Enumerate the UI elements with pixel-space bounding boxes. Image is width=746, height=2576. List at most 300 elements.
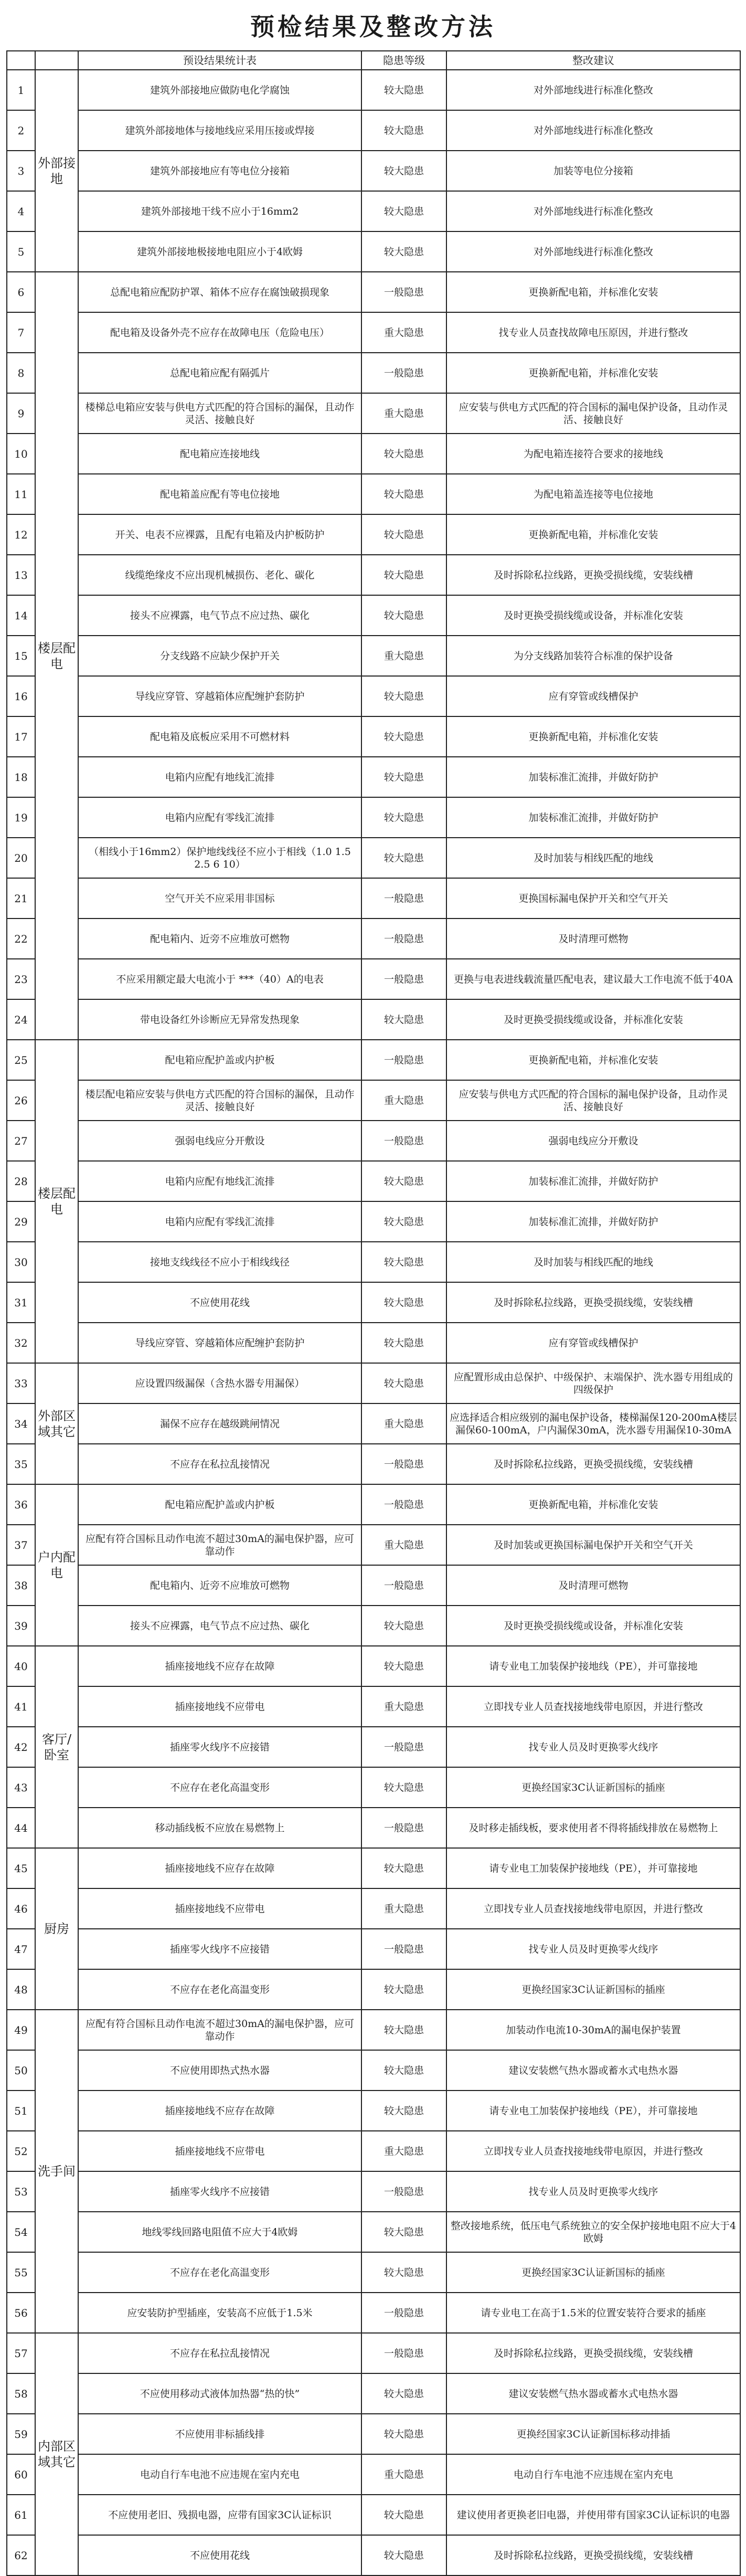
inspection-item: 导线应穿管、穿越箱体应配缠护套防护 [78, 1323, 361, 1363]
fix-suggestion: 及时加装与相线匹配的地线 [446, 1242, 740, 1282]
row-number: 15 [7, 636, 35, 676]
row-number: 10 [7, 434, 35, 474]
row-number: 35 [7, 1444, 35, 1484]
row-number: 20 [7, 838, 35, 878]
fix-suggestion: 更换与电表进线载流量匹配电表，建议最大工作电流不低于40A [446, 959, 740, 999]
inspection-item: 接头不应裸露，电气节点不应过热、碳化 [78, 1606, 361, 1646]
hazard-level: 重大隐患 [361, 2131, 446, 2171]
inspection-item: 插座接地线不应带电 [78, 1888, 361, 1929]
row-number: 36 [7, 1484, 35, 1525]
row-number: 8 [7, 353, 35, 393]
table-body [7, 51, 740, 2575]
inspection-item: 插座零火线序不应接错 [78, 1727, 361, 1767]
fix-suggestion: 应安装与供电方式匹配的符合国标的漏电保护设备，且动作灵活、接触良好 [446, 1080, 740, 1121]
inspection-item: 电箱内应配有地线汇流排 [78, 1161, 361, 1201]
area-cell: 外部区域其它 [35, 1363, 78, 1484]
row-number: 25 [7, 1040, 35, 1080]
fix-suggestion: 更换经国家3C认证新国标的插座 [446, 2252, 740, 2293]
row-number: 53 [7, 2171, 35, 2212]
row-number: 46 [7, 1888, 35, 1929]
inspection-item: 应设置四级漏保（含热水器专用漏保） [78, 1363, 361, 1403]
hazard-level: 较大隐患 [361, 2010, 446, 2050]
table-row [7, 231, 740, 272]
fix-suggestion: 请专业电工加装保护接地线（PE），并可靠接地 [446, 1848, 740, 1888]
fix-suggestion: 加装标准汇流排，并做好防护 [446, 757, 740, 797]
inspection-item: 不应存在老化高温变形 [78, 2252, 361, 2293]
fix-suggestion: 及时拆除私拉线路，更换受损线缆，安装线槽 [446, 2333, 740, 2373]
row-number: 16 [7, 676, 35, 716]
table-row [7, 1848, 740, 1888]
inspection-item: 应安装防护型插座，安装高不应低于1.5米 [78, 2293, 361, 2333]
row-number: 14 [7, 595, 35, 636]
hazard-level: 一般隐患 [361, 1484, 446, 1525]
table-row [7, 1201, 740, 1242]
table-row [7, 151, 740, 191]
fix-suggestion: 对外部地线进行标准化整改 [446, 231, 740, 272]
row-number: 19 [7, 797, 35, 838]
inspection-item: 插座零火线序不应接错 [78, 1929, 361, 1969]
fix-suggestion: 建议安装燃气热水器或蓄水式电热水器 [446, 2373, 740, 2414]
area-cell: 洗手间 [35, 2010, 78, 2333]
row-number: 55 [7, 2252, 35, 2293]
table-row [7, 878, 740, 919]
table-row [7, 2414, 740, 2454]
inspection-item: 插座零火线序不应接错 [78, 2171, 361, 2212]
hazard-level: 较大隐患 [361, 2091, 446, 2131]
fix-suggestion: 找专业人员及时更换零火线序 [446, 1727, 740, 1767]
table-row [7, 838, 740, 878]
fix-suggestion: 及时加装与相线匹配的地线 [446, 838, 740, 878]
table-row [7, 272, 740, 312]
hazard-level: 较大隐患 [361, 757, 446, 797]
fix-suggestion: 应有穿管或线槽保护 [446, 676, 740, 716]
hazard-level: 较大隐患 [361, 1201, 446, 1242]
hazard-level: 重大隐患 [361, 636, 446, 676]
table-row [7, 1525, 740, 1565]
inspection-item: 总配电箱应配防护罩、箱体不应存在腐蚀破损现象 [78, 272, 361, 312]
row-number: 48 [7, 1969, 35, 2010]
row-number: 22 [7, 919, 35, 959]
inspection-item: 插座接地线不应存在故障 [78, 1848, 361, 1888]
row-number: 5 [7, 231, 35, 272]
fix-suggestion: 及时移走插线板，要求使用者不得将插线排放在易燃物上 [446, 1808, 740, 1848]
inspection-item: 插座接地线不应带电 [78, 1686, 361, 1727]
row-number: 57 [7, 2333, 35, 2373]
fix-suggestion: 更换新配电箱，并标准化安装 [446, 1040, 740, 1080]
inspection-item: 配电箱盖应配有等电位接地 [78, 474, 361, 514]
row-number: 39 [7, 1606, 35, 1646]
inspection-item: 不应使用花线 [78, 1282, 361, 1323]
inspection-item: 配电箱内、近旁不应堆放可燃物 [78, 919, 361, 959]
fix-suggestion: 电动自行车电池不应违规在室内充电 [446, 2454, 740, 2495]
hazard-level: 一般隐患 [361, 2293, 446, 2333]
hazard-level: 较大隐患 [361, 2373, 446, 2414]
table-row [7, 2091, 740, 2131]
hazard-level: 较大隐患 [361, 231, 446, 272]
fix-suggestion: 请专业电工在高于1.5米的位置安装符合要求的插座 [446, 2293, 740, 2333]
table-row [7, 191, 740, 231]
fix-suggestion: 及时清理可燃物 [446, 1565, 740, 1606]
header-level: 隐患等级 [361, 51, 446, 70]
fix-suggestion: 应选择适合相应级别的漏电保护设备，楼梯漏保120-200mA楼层漏保60-100mA，户内漏保30mA，洗水器专用漏保10-30mA [446, 1403, 740, 1444]
fix-suggestion: 及时更换受损线缆或设备，并标准化安装 [446, 999, 740, 1040]
hazard-level: 较大隐患 [361, 2050, 446, 2091]
inspection-item: 不应存在老化高温变形 [78, 1969, 361, 2010]
hazard-level: 一般隐患 [361, 1565, 446, 1606]
fix-suggestion: 对外部地线进行标准化整改 [446, 70, 740, 110]
hazard-level: 较大隐患 [361, 1161, 446, 1201]
inspection-item: 电箱内应配有地线汇流排 [78, 757, 361, 797]
table-row [7, 1484, 740, 1525]
hazard-level: 重大隐患 [361, 1403, 446, 1444]
hazard-level: 较大隐患 [361, 797, 446, 838]
table-row [7, 1323, 740, 1363]
table-row [7, 999, 740, 1040]
row-number: 49 [7, 2010, 35, 2050]
row-number: 2 [7, 110, 35, 151]
row-number: 37 [7, 1525, 35, 1565]
inspection-item: 分支线路不应缺少保护开关 [78, 636, 361, 676]
row-number: 11 [7, 474, 35, 514]
row-number: 54 [7, 2212, 35, 2252]
hazard-level: 一般隐患 [361, 1808, 446, 1848]
hazard-level: 一般隐患 [361, 1929, 446, 1969]
inspection-item: 线缆绝缘皮不应出现机械损伤、老化、碳化 [78, 555, 361, 595]
fix-suggestion: 应安装与供电方式匹配的符合国标的漏电保护设备，且动作灵活、接触良好 [446, 393, 740, 434]
table-row [7, 2131, 740, 2171]
table-row [7, 2293, 740, 2333]
table-row [7, 797, 740, 838]
inspection-item: 接地支线线径不应小于相线线径 [78, 1242, 361, 1282]
row-number: 23 [7, 959, 35, 999]
inspection-item: 不应使用老旧、残损电器，应带有国家3C认证标识 [78, 2495, 361, 2535]
fix-suggestion: 更换新配电箱，并标准化安装 [446, 1484, 740, 1525]
table-row [7, 2050, 740, 2091]
row-number: 24 [7, 999, 35, 1040]
header-no [7, 51, 35, 70]
inspection-item: 接头不应裸露，电气节点不应过热、碳化 [78, 595, 361, 636]
area-cell: 内部区域其它 [35, 2333, 78, 2575]
hazard-level: 一般隐患 [361, 1121, 446, 1161]
fix-suggestion: 及时拆除私拉线路，更换受损线缆，安装线槽 [446, 1282, 740, 1323]
hazard-level: 较大隐患 [361, 1606, 446, 1646]
inspection-item: 插座接地线不应存在故障 [78, 1646, 361, 1686]
fix-suggestion: 及时更换受损线缆或设备，并标准化安装 [446, 595, 740, 636]
table-row [7, 1929, 740, 1969]
hazard-level: 较大隐患 [361, 110, 446, 151]
fix-suggestion: 更换国标漏电保护开关和空气开关 [446, 878, 740, 919]
header-fix: 整改建议 [446, 51, 740, 70]
fix-suggestion: 找专业人员及时更换零火线序 [446, 2171, 740, 2212]
row-number: 44 [7, 1808, 35, 1848]
hazard-level: 较大隐患 [361, 838, 446, 878]
inspection-item: 总配电箱应配有隔弧片 [78, 353, 361, 393]
hazard-level: 较大隐患 [361, 999, 446, 1040]
fix-suggestion: 为配电箱连接符合要求的接地线 [446, 434, 740, 474]
hazard-level: 较大隐患 [361, 595, 446, 636]
row-number: 31 [7, 1282, 35, 1323]
fix-suggestion: 及时加装或更换国标漏电保护开关和空气开关 [446, 1525, 740, 1565]
inspection-item: 应配有符合国标且动作电流不超过30mA的漏电保护器，应可靠动作 [78, 2010, 361, 2050]
area-cell: 楼层配电 [35, 1040, 78, 1363]
table-row [7, 474, 740, 514]
row-number: 13 [7, 555, 35, 595]
table-row [7, 1242, 740, 1282]
table-row [7, 919, 740, 959]
hazard-level: 重大隐患 [361, 312, 446, 353]
inspection-item: 不应使用即热式热水器 [78, 2050, 361, 2091]
table-row [7, 2454, 740, 2495]
inspection-item: 不应存在私拉乱接情况 [78, 2333, 361, 2373]
page-title: 预检结果及整改方法 [250, 13, 496, 41]
row-number: 30 [7, 1242, 35, 1282]
fix-suggestion: 对外部地线进行标准化整改 [446, 110, 740, 151]
fix-suggestion: 更换新配电箱，并标准化安装 [446, 716, 740, 757]
area-cell: 户内配电 [35, 1484, 78, 1646]
fix-suggestion: 请专业电工加装保护接地线（PE），并可靠接地 [446, 1646, 740, 1686]
row-number: 60 [7, 2454, 35, 2495]
table-row [7, 2495, 740, 2535]
hazard-level: 较大隐患 [361, 1646, 446, 1686]
row-number: 21 [7, 878, 35, 919]
hazard-level: 较大隐患 [361, 1767, 446, 1808]
hazard-level: 较大隐患 [361, 555, 446, 595]
row-number: 38 [7, 1565, 35, 1606]
table-row [7, 1808, 740, 1848]
row-number: 26 [7, 1080, 35, 1121]
hazard-level: 较大隐患 [361, 2212, 446, 2252]
row-number: 41 [7, 1686, 35, 1727]
hazard-level: 一般隐患 [361, 1040, 446, 1080]
hazard-level: 较大隐患 [361, 2535, 446, 2575]
fix-suggestion: 更换新配电箱，并标准化安装 [446, 353, 740, 393]
table-header-row [7, 51, 740, 70]
fix-suggestion: 加装等电位分接箱 [446, 151, 740, 191]
fix-suggestion: 加装动作电流10-30mA的漏电保护装置 [446, 2010, 740, 2050]
row-number: 18 [7, 757, 35, 797]
hazard-level: 一般隐患 [361, 919, 446, 959]
inspection-item: 移动插线板不应放在易燃物上 [78, 1808, 361, 1848]
table-row [7, 1767, 740, 1808]
row-number: 3 [7, 151, 35, 191]
table-row [7, 1121, 740, 1161]
hazard-level: 较大隐患 [361, 151, 446, 191]
inspection-item: 配电箱及底板应采用不可燃材料 [78, 716, 361, 757]
hazard-level: 较大隐患 [361, 1282, 446, 1323]
inspection-item: 电动自行车电池不应违规在室内充电 [78, 2454, 361, 2495]
table-row [7, 676, 740, 716]
fix-suggestion: 及时更换受损线缆或设备，并标准化安装 [446, 1606, 740, 1646]
hazard-level: 较大隐患 [361, 191, 446, 231]
table-row [7, 393, 740, 434]
row-number: 27 [7, 1121, 35, 1161]
inspection-item: 建筑外部接地干线不应小于16mm2 [78, 191, 361, 231]
fix-suggestion: 找专业人员查找故障电压原因，并进行整改 [446, 312, 740, 353]
hazard-level: 较大隐患 [361, 676, 446, 716]
hazard-level: 重大隐患 [361, 2454, 446, 2495]
inspection-item: 不应使用移动式液体加热器“热的快” [78, 2373, 361, 2414]
fix-suggestion: 整改接地系统，低压电气系统独立的安全保护接地电阻不应大于4欧姆 [446, 2212, 740, 2252]
inspection-item: 不应使用花线 [78, 2535, 361, 2575]
table-row [7, 757, 740, 797]
fix-suggestion: 立即找专业人员查找接地线带电原因，并进行整改 [446, 1686, 740, 1727]
table-row [7, 1646, 740, 1686]
hazard-level: 重大隐患 [361, 1080, 446, 1121]
inspection-item: 地线零线回路电阻值不应大于4欧姆 [78, 2212, 361, 2252]
hazard-level: 较大隐患 [361, 2414, 446, 2454]
inspection-item: 不应采用额定最大电流小于 ***（40）A的电表 [78, 959, 361, 999]
hazard-level: 较大隐患 [361, 70, 446, 110]
inspection-item: 楼梯总电箱应安装与供电方式匹配的符合国标的漏保，且动作灵活、接触良好 [78, 393, 361, 434]
inspection-item: 建筑外部接地极接地电阻应小于4欧姆 [78, 231, 361, 272]
fix-suggestion: 应配置形成由总保护、中级保护、末端保护、洗水器专用组成的四级保护 [446, 1363, 740, 1403]
inspection-item: 不应存在老化高温变形 [78, 1767, 361, 1808]
row-number: 7 [7, 312, 35, 353]
hazard-level: 较大隐患 [361, 1323, 446, 1363]
fix-suggestion: 立即找专业人员查找接地线带电原因，并进行整改 [446, 1888, 740, 1929]
table-row [7, 312, 740, 353]
hazard-level: 一般隐患 [361, 2171, 446, 2212]
table-row [7, 636, 740, 676]
inspection-item: 开关、电表不应裸露，且配有电箱及内护板防护 [78, 514, 361, 555]
hazard-level: 较大隐患 [361, 2495, 446, 2535]
fix-suggestion: 加装标准汇流排，并做好防护 [446, 797, 740, 838]
hazard-level: 一般隐患 [361, 878, 446, 919]
table-row [7, 1727, 740, 1767]
inspection-item: 楼层配电箱应安装与供电方式匹配的符合国标的漏保，且动作灵活、接触良好 [78, 1080, 361, 1121]
fix-suggestion: 建议安装燃气热水器或蓄水式电热水器 [446, 2050, 740, 2091]
fix-suggestion: 找专业人员及时更换零火线序 [446, 1929, 740, 1969]
fix-suggestion: 强弱电线应分开敷设 [446, 1121, 740, 1161]
fix-suggestion: 更换经国家3C认证新国标的插座 [446, 1767, 740, 1808]
row-number: 32 [7, 1323, 35, 1363]
row-number: 34 [7, 1403, 35, 1444]
table-row [7, 514, 740, 555]
fix-suggestion: 加装标准汇流排，并做好防护 [446, 1161, 740, 1201]
hazard-level: 一般隐患 [361, 353, 446, 393]
table-row [7, 1363, 740, 1403]
area-cell: 厨房 [35, 1848, 78, 2010]
fix-suggestion: 为配电箱盖连接等电位接地 [446, 474, 740, 514]
table-row [7, 2535, 740, 2575]
table-row [7, 2212, 740, 2252]
inspection-item: 建筑外部接地应做防电化学腐蚀 [78, 70, 361, 110]
inspection-item: 不应使用非标插线排 [78, 2414, 361, 2454]
row-number: 45 [7, 1848, 35, 1888]
inspection-item: 应配有符合国标且动作电流不超过30mA的漏电保护器，应可靠动作 [78, 1525, 361, 1565]
inspection-item: 带电设备红外诊断应无异常发热现象 [78, 999, 361, 1040]
table-row [7, 1161, 740, 1201]
fix-suggestion: 及时拆除私拉线路，更换受损线缆，安装线槽 [446, 555, 740, 595]
hazard-level: 一般隐患 [361, 1444, 446, 1484]
table-row [7, 2171, 740, 2212]
fix-suggestion: 立即找专业人员查找接地线带电原因，并进行整改 [446, 2131, 740, 2171]
table-row [7, 2252, 740, 2293]
table-row [7, 1080, 740, 1121]
table-row [7, 1444, 740, 1484]
inspection-item: 不应存在私拉乱接情况 [78, 1444, 361, 1484]
table-row [7, 1606, 740, 1646]
hazard-level: 较大隐患 [361, 474, 446, 514]
table-row [7, 70, 740, 110]
fix-suggestion: 更换经国家3C认证新国标的插座 [446, 1969, 740, 2010]
row-number: 51 [7, 2091, 35, 2131]
hazard-level: 较大隐患 [361, 1363, 446, 1403]
row-number: 52 [7, 2131, 35, 2171]
row-number: 42 [7, 1727, 35, 1767]
fix-suggestion: 建议使用者更换老旧电器，并使用带有国家3C认证标识的电器 [446, 2495, 740, 2535]
fix-suggestion: 及时拆除私拉线路，更换受损线缆，安装线槽 [446, 2535, 740, 2575]
row-number: 58 [7, 2373, 35, 2414]
table-row [7, 1282, 740, 1323]
fix-suggestion: 为分支线路加装符合标准的保护设备 [446, 636, 740, 676]
row-number: 9 [7, 393, 35, 434]
inspection-item: 配电箱应配护盖或内护板 [78, 1040, 361, 1080]
fix-suggestion: 更换经国家3C认证新国标移动排插 [446, 2414, 740, 2454]
table-row [7, 2333, 740, 2373]
row-number: 56 [7, 2293, 35, 2333]
inspection-item: 配电箱应配护盖或内护板 [78, 1484, 361, 1525]
hazard-level: 一般隐患 [361, 1727, 446, 1767]
inspection-item: （相线小于16mm2）保护地线线径不应小于相线（1.0 1.5 2.5 6 10） [78, 838, 361, 878]
table-row [7, 1565, 740, 1606]
row-number: 29 [7, 1201, 35, 1242]
table-row [7, 555, 740, 595]
table-row [7, 1888, 740, 1929]
row-number: 6 [7, 272, 35, 312]
hazard-level: 重大隐患 [361, 393, 446, 434]
hazard-level: 重大隐患 [361, 1888, 446, 1929]
table-row [7, 2010, 740, 2050]
hazard-level: 较大隐患 [361, 716, 446, 757]
inspection-item: 建筑外部接地体与接地线应采用压接或焊接 [78, 110, 361, 151]
inspection-item: 电箱内应配有零线汇流排 [78, 797, 361, 838]
table-row [7, 353, 740, 393]
inspection-item: 配电箱内、近旁不应堆放可燃物 [78, 1565, 361, 1606]
hazard-level: 较大隐患 [361, 1848, 446, 1888]
inspection-item: 强弱电线应分开敷设 [78, 1121, 361, 1161]
inspection-item: 配电箱应连接地线 [78, 434, 361, 474]
table-row [7, 959, 740, 999]
table-row [7, 2373, 740, 2414]
inspection-item: 插座接地线不应存在故障 [78, 2091, 361, 2131]
row-number: 47 [7, 1929, 35, 1969]
fix-suggestion: 应有穿管或线槽保护 [446, 1323, 740, 1363]
inspection-item: 漏保不应存在越级跳闸情况 [78, 1403, 361, 1444]
row-number: 61 [7, 2495, 35, 2535]
area-cell: 客厅/卧室 [35, 1646, 78, 1848]
table-row [7, 434, 740, 474]
fix-suggestion: 更换新配电箱，并标准化安装 [446, 514, 740, 555]
hazard-level: 较大隐患 [361, 1242, 446, 1282]
inspection-item: 导线应穿管、穿越箱体应配缠护套防护 [78, 676, 361, 716]
hazard-level: 一般隐患 [361, 959, 446, 999]
inspection-item: 电箱内应配有零线汇流排 [78, 1201, 361, 1242]
hazard-level: 重大隐患 [361, 1686, 446, 1727]
inspection-table [6, 50, 741, 2576]
fix-suggestion: 及时拆除私拉线路，更换受损线缆，安装线槽 [446, 1444, 740, 1484]
fix-suggestion: 对外部地线进行标准化整改 [446, 191, 740, 231]
row-number: 62 [7, 2535, 35, 2575]
fix-suggestion: 加装标准汇流排，并做好防护 [446, 1201, 740, 1242]
inspection-item: 空气开关不应采用非国标 [78, 878, 361, 919]
hazard-level: 较大隐患 [361, 1969, 446, 2010]
row-number: 1 [7, 70, 35, 110]
header-area [35, 51, 78, 70]
row-number: 50 [7, 2050, 35, 2091]
area-cell: 外部接地 [35, 70, 78, 272]
table-row [7, 595, 740, 636]
